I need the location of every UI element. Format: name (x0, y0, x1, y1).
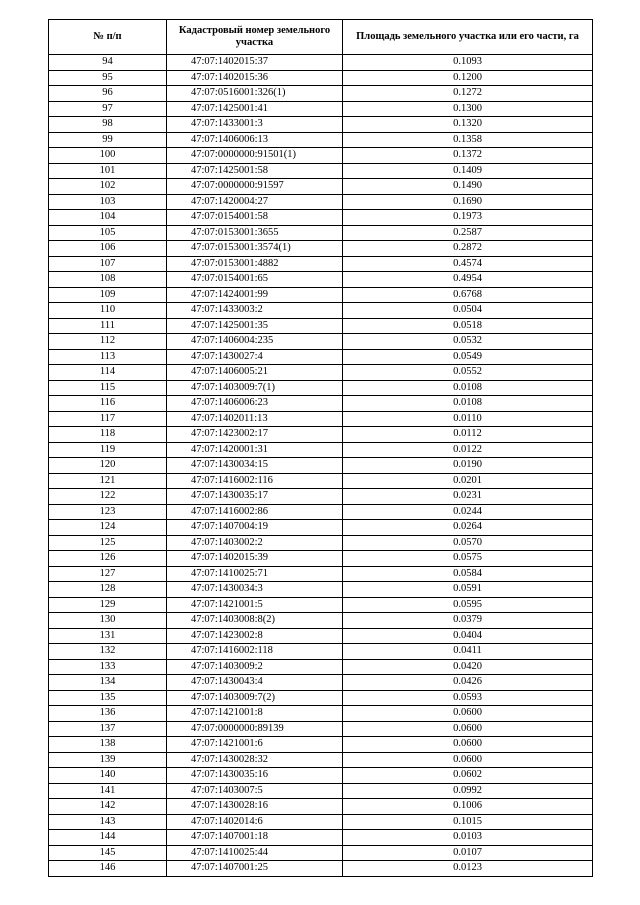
row-number-cell: 128 (49, 582, 167, 598)
row-number-cell: 123 (49, 504, 167, 520)
area-cell: 0.1015 (343, 814, 593, 830)
cadastral-number-cell: 47:07:1416002:86 (167, 504, 343, 520)
cadastral-number-cell: 47:07:1425001:58 (167, 163, 343, 179)
cadastral-number-cell: 47:07:1410025:71 (167, 566, 343, 582)
header-row-number: № п/п (49, 20, 167, 55)
cadastral-number-cell: 47:07:1402015:37 (167, 55, 343, 71)
area-cell: 0.0108 (343, 380, 593, 396)
row-number-cell: 142 (49, 799, 167, 815)
cadastral-number-cell: 47:07:1402011:13 (167, 411, 343, 427)
area-cell: 0.0552 (343, 365, 593, 381)
cadastral-number-cell: 47:07:1421001:5 (167, 597, 343, 613)
row-number-cell: 112 (49, 334, 167, 350)
area-cell: 0.1272 (343, 86, 593, 102)
area-cell: 0.0593 (343, 690, 593, 706)
area-cell: 0.4574 (343, 256, 593, 272)
area-cell: 0.0103 (343, 830, 593, 846)
area-cell: 0.0108 (343, 396, 593, 412)
row-number-cell: 120 (49, 458, 167, 474)
table-row (49, 644, 593, 660)
row-number-cell: 105 (49, 225, 167, 241)
cadastral-number-cell: 47:07:1403009:7(2) (167, 690, 343, 706)
table-row (49, 783, 593, 799)
row-number-cell: 134 (49, 675, 167, 691)
area-cell: 0.1300 (343, 101, 593, 117)
land-plots-table (48, 19, 593, 877)
table-row (49, 427, 593, 443)
cadastral-number-cell: 47:07:1430027:4 (167, 349, 343, 365)
table-row (49, 163, 593, 179)
row-number-cell: 137 (49, 721, 167, 737)
table-row (49, 597, 593, 613)
cadastral-number-cell: 47:07:0153001:3574(1) (167, 241, 343, 257)
cadastral-number-cell: 47:07:1407001:25 (167, 861, 343, 877)
row-number-cell: 110 (49, 303, 167, 319)
cadastral-number-cell: 47:07:1402014:6 (167, 814, 343, 830)
area-cell: 0.0602 (343, 768, 593, 784)
row-number-cell: 118 (49, 427, 167, 443)
row-number-cell: 94 (49, 55, 167, 71)
row-number-cell: 119 (49, 442, 167, 458)
table-row (49, 225, 593, 241)
cadastral-number-cell: 47:07:1403002:2 (167, 535, 343, 551)
area-cell: 0.0600 (343, 721, 593, 737)
area-cell: 0.0518 (343, 318, 593, 334)
table-row (49, 287, 593, 303)
area-cell: 0.0532 (343, 334, 593, 350)
cadastral-number-cell: 47:07:1407001:18 (167, 830, 343, 846)
cadastral-number-cell: 47:07:1406005:21 (167, 365, 343, 381)
row-number-cell: 101 (49, 163, 167, 179)
cadastral-number-cell: 47:07:0154001:65 (167, 272, 343, 288)
cadastral-number-cell: 47:07:1403009:2 (167, 659, 343, 675)
area-cell: 0.1490 (343, 179, 593, 195)
cadastral-number-cell: 47:07:1430028:16 (167, 799, 343, 815)
table-row (49, 737, 593, 753)
table-row (49, 659, 593, 675)
table-row (49, 861, 593, 877)
area-cell: 0.0110 (343, 411, 593, 427)
cadastral-number-cell: 47:07:0000000:91501(1) (167, 148, 343, 164)
area-cell: 0.1690 (343, 194, 593, 210)
cadastral-number-cell: 47:07:1406006:13 (167, 132, 343, 148)
table-row (49, 752, 593, 768)
row-number-cell: 95 (49, 70, 167, 86)
cadastral-number-cell: 47:07:1410025:44 (167, 845, 343, 861)
row-number-cell: 115 (49, 380, 167, 396)
row-number-cell: 146 (49, 861, 167, 877)
table-row (49, 473, 593, 489)
area-cell: 0.1973 (343, 210, 593, 226)
table-row (49, 814, 593, 830)
table-row (49, 690, 593, 706)
table-row (49, 303, 593, 319)
row-number-cell: 129 (49, 597, 167, 613)
cadastral-number-cell: 47:07:1430034:15 (167, 458, 343, 474)
row-number-cell: 144 (49, 830, 167, 846)
row-number-cell: 107 (49, 256, 167, 272)
area-cell: 0.0201 (343, 473, 593, 489)
table-row (49, 721, 593, 737)
table-row (49, 101, 593, 117)
area-cell: 0.1200 (343, 70, 593, 86)
row-number-cell: 117 (49, 411, 167, 427)
cadastral-number-cell: 47:07:0516001:326(1) (167, 86, 343, 102)
table-row (49, 628, 593, 644)
area-cell: 0.0112 (343, 427, 593, 443)
row-number-cell: 138 (49, 737, 167, 753)
area-cell: 0.0595 (343, 597, 593, 613)
row-number-cell: 106 (49, 241, 167, 257)
cadastral-number-cell: 47:07:1420004:27 (167, 194, 343, 210)
area-cell: 0.0411 (343, 644, 593, 660)
table-row (49, 489, 593, 505)
cadastral-number-cell: 47:07:1403007:5 (167, 783, 343, 799)
cadastral-number-cell: 47:07:1423002:17 (167, 427, 343, 443)
row-number-cell: 96 (49, 86, 167, 102)
row-number-cell: 139 (49, 752, 167, 768)
area-cell: 0.0600 (343, 737, 593, 753)
table-row (49, 380, 593, 396)
cadastral-number-cell: 47:07:1433001:3 (167, 117, 343, 133)
cadastral-number-cell: 47:07:1421001:6 (167, 737, 343, 753)
area-cell: 0.0122 (343, 442, 593, 458)
cadastral-number-cell: 47:07:1421001:8 (167, 706, 343, 722)
area-cell: 0.6768 (343, 287, 593, 303)
row-number-cell: 143 (49, 814, 167, 830)
table-row (49, 551, 593, 567)
table-row (49, 504, 593, 520)
area-cell: 0.0426 (343, 675, 593, 691)
area-cell: 0.1409 (343, 163, 593, 179)
row-number-cell: 102 (49, 179, 167, 195)
row-number-cell: 136 (49, 706, 167, 722)
row-number-cell: 122 (49, 489, 167, 505)
table-row (49, 241, 593, 257)
area-cell: 0.1358 (343, 132, 593, 148)
area-cell: 0.2872 (343, 241, 593, 257)
table-row (49, 349, 593, 365)
table-row (49, 194, 593, 210)
area-cell: 0.0379 (343, 613, 593, 629)
table-row (49, 210, 593, 226)
row-number-cell: 135 (49, 690, 167, 706)
area-cell: 0.0549 (343, 349, 593, 365)
cadastral-number-cell: 47:07:1430035:17 (167, 489, 343, 505)
cadastral-number-cell: 47:07:0154001:58 (167, 210, 343, 226)
cadastral-number-cell: 47:07:0000000:91597 (167, 179, 343, 195)
table-row (49, 566, 593, 582)
area-cell: 0.4954 (343, 272, 593, 288)
area-cell: 0.0570 (343, 535, 593, 551)
row-number-cell: 141 (49, 783, 167, 799)
cadastral-number-cell: 47:07:1403008:8(2) (167, 613, 343, 629)
cadastral-number-cell: 47:07:1433003:2 (167, 303, 343, 319)
cadastral-number-cell: 47:07:1407004:19 (167, 520, 343, 536)
cadastral-number-cell: 47:07:0153001:3655 (167, 225, 343, 241)
area-cell: 0.1372 (343, 148, 593, 164)
row-number-cell: 124 (49, 520, 167, 536)
table-row (49, 148, 593, 164)
cadastral-number-cell: 47:07:1430035:16 (167, 768, 343, 784)
table-row (49, 55, 593, 71)
header-area: Площадь земельного участка или его части, га (343, 20, 593, 55)
cadastral-number-cell: 47:07:1420001:31 (167, 442, 343, 458)
row-number-cell: 97 (49, 101, 167, 117)
table-row (49, 768, 593, 784)
area-cell: 0.0190 (343, 458, 593, 474)
row-number-cell: 116 (49, 396, 167, 412)
row-number-cell: 131 (49, 628, 167, 644)
table-row (49, 845, 593, 861)
document-page (48, 19, 592, 877)
row-number-cell: 133 (49, 659, 167, 675)
area-cell: 0.0107 (343, 845, 593, 861)
row-number-cell: 108 (49, 272, 167, 288)
row-number-cell: 125 (49, 535, 167, 551)
table-row (49, 442, 593, 458)
cadastral-number-cell: 47:07:1416002:116 (167, 473, 343, 489)
area-cell: 0.1320 (343, 117, 593, 133)
cadastral-number-cell: 47:07:0153001:4882 (167, 256, 343, 272)
area-cell: 0.0600 (343, 752, 593, 768)
row-number-cell: 127 (49, 566, 167, 582)
area-cell: 0.0504 (343, 303, 593, 319)
row-number-cell: 126 (49, 551, 167, 567)
cadastral-number-cell: 47:07:1430028:32 (167, 752, 343, 768)
cadastral-number-cell: 47:07:1416002:118 (167, 644, 343, 660)
table-row (49, 613, 593, 629)
cadastral-number-cell: 47:07:1425001:35 (167, 318, 343, 334)
area-cell: 0.0123 (343, 861, 593, 877)
table-row (49, 256, 593, 272)
row-number-cell: 99 (49, 132, 167, 148)
row-number-cell: 111 (49, 318, 167, 334)
cadastral-number-cell: 47:07:1402015:36 (167, 70, 343, 86)
row-number-cell: 98 (49, 117, 167, 133)
table-row (49, 132, 593, 148)
table-row (49, 706, 593, 722)
table-row (49, 675, 593, 691)
table-header-row (49, 20, 593, 55)
row-number-cell: 113 (49, 349, 167, 365)
cadastral-number-cell: 47:07:1430034:3 (167, 582, 343, 598)
table-row (49, 179, 593, 195)
row-number-cell: 100 (49, 148, 167, 164)
area-cell: 0.0231 (343, 489, 593, 505)
table-row (49, 272, 593, 288)
area-cell: 0.0992 (343, 783, 593, 799)
table-row (49, 86, 593, 102)
table-body (49, 55, 593, 877)
area-cell: 0.0420 (343, 659, 593, 675)
table-row (49, 520, 593, 536)
row-number-cell: 104 (49, 210, 167, 226)
area-cell: 0.0404 (343, 628, 593, 644)
cadastral-number-cell: 47:07:1406006:23 (167, 396, 343, 412)
cadastral-number-cell: 47:07:1403009:7(1) (167, 380, 343, 396)
row-number-cell: 132 (49, 644, 167, 660)
table-row (49, 318, 593, 334)
area-cell: 0.0591 (343, 582, 593, 598)
cadastral-number-cell: 47:07:1406004:235 (167, 334, 343, 350)
table-row (49, 799, 593, 815)
cadastral-number-cell: 47:07:1425001:41 (167, 101, 343, 117)
row-number-cell: 140 (49, 768, 167, 784)
table-row (49, 535, 593, 551)
area-cell: 0.1006 (343, 799, 593, 815)
table-row (49, 334, 593, 350)
area-cell: 0.1093 (343, 55, 593, 71)
area-cell: 0.2587 (343, 225, 593, 241)
cadastral-number-cell: 47:07:1423002:8 (167, 628, 343, 644)
row-number-cell: 114 (49, 365, 167, 381)
table-row (49, 411, 593, 427)
table-row (49, 117, 593, 133)
row-number-cell: 103 (49, 194, 167, 210)
cadastral-number-cell: 47:07:1424001:99 (167, 287, 343, 303)
area-cell: 0.0600 (343, 706, 593, 722)
row-number-cell: 109 (49, 287, 167, 303)
table-row (49, 70, 593, 86)
cadastral-number-cell: 47:07:0000000:89139 (167, 721, 343, 737)
area-cell: 0.0264 (343, 520, 593, 536)
row-number-cell: 121 (49, 473, 167, 489)
table-row (49, 365, 593, 381)
cadastral-number-cell: 47:07:1430043:4 (167, 675, 343, 691)
row-number-cell: 145 (49, 845, 167, 861)
table-row (49, 830, 593, 846)
table-row (49, 582, 593, 598)
area-cell: 0.0584 (343, 566, 593, 582)
table-row (49, 458, 593, 474)
area-cell: 0.0575 (343, 551, 593, 567)
header-cadastral-number: Кадастровый номер земельного участка (167, 20, 343, 55)
table-row (49, 396, 593, 412)
cadastral-number-cell: 47:07:1402015:39 (167, 551, 343, 567)
area-cell: 0.0244 (343, 504, 593, 520)
row-number-cell: 130 (49, 613, 167, 629)
